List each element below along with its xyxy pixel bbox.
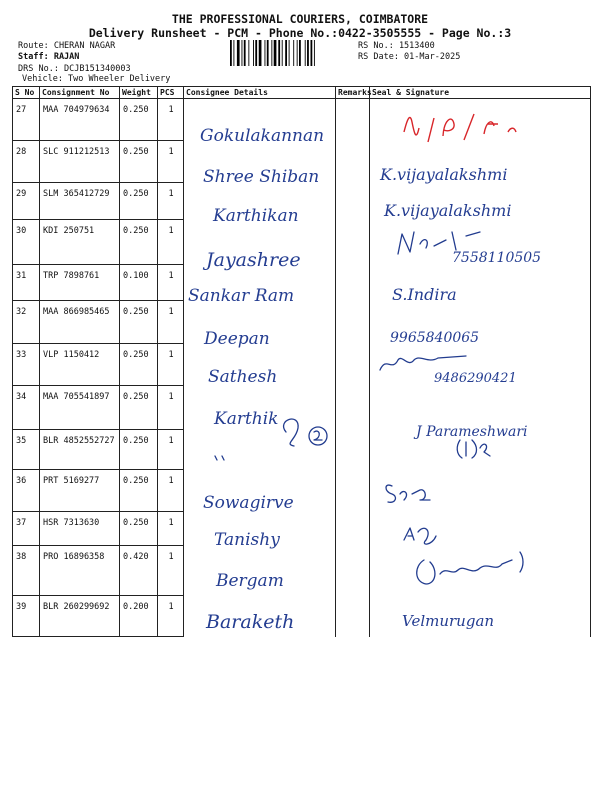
row-pcs: 1 bbox=[158, 141, 184, 183]
row-consignment: HSR 7313630 bbox=[40, 512, 120, 546]
signature-39: Velmurugan bbox=[402, 612, 495, 630]
signature-36-scrawl bbox=[386, 485, 430, 502]
consignee-hand-39: Baraketh bbox=[206, 611, 295, 633]
row-sno: 31 bbox=[13, 265, 40, 301]
signature-33-scrawl bbox=[380, 356, 466, 370]
row-weight: 0.420 bbox=[120, 546, 158, 596]
row-pcs: 1 bbox=[158, 99, 184, 141]
consignee-hand-32: Deepan bbox=[204, 329, 270, 349]
row-weight: 0.200 bbox=[120, 596, 158, 637]
signature-37-scrawl bbox=[404, 528, 436, 544]
row-pcs: 1 bbox=[158, 344, 184, 386]
company-title: THE PROFESSIONAL COURIERS, COIMBATORE bbox=[171, 12, 429, 26]
consignee-hand-29: Karthikan bbox=[213, 206, 299, 226]
col-pcs: PCS bbox=[158, 87, 184, 99]
row-pcs: 1 bbox=[158, 546, 184, 596]
row-pcs: 1 bbox=[158, 470, 184, 512]
row-pcs: 1 bbox=[158, 183, 184, 220]
row-consignment: BLR 260299692 bbox=[40, 596, 120, 637]
signature-30-phone: 7558110505 bbox=[452, 250, 542, 266]
row-sno: 38 bbox=[13, 546, 40, 596]
consignee-hand-27: Gokulakannan bbox=[200, 126, 325, 146]
row-consignment: VLP 1150412 bbox=[40, 344, 120, 386]
remark-np-mark bbox=[404, 114, 516, 142]
row-sno: 34 bbox=[13, 386, 40, 430]
consignee-hand-34: Karthik bbox=[214, 409, 279, 429]
runsheet-subtitle: Delivery Runsheet - PCM - Phone No.:0422-3505555 - Page No.:3 bbox=[88, 26, 512, 40]
row-pcs: 1 bbox=[158, 430, 184, 470]
row-consignment: KDI 250751 bbox=[40, 220, 120, 265]
row-consignment: BLR 4852552727 bbox=[40, 430, 120, 470]
row-weight: 0.250 bbox=[120, 220, 158, 265]
row-weight: 0.250 bbox=[120, 430, 158, 470]
row-weight: 0.250 bbox=[120, 99, 158, 141]
signature-28: K.vijayalakshmi bbox=[380, 165, 508, 184]
row-pcs: 1 bbox=[158, 512, 184, 546]
row-weight: 0.100 bbox=[120, 265, 158, 301]
col-consignment: Consignment No bbox=[40, 87, 120, 99]
row-pcs: 1 bbox=[158, 301, 184, 344]
row-weight: 0.250 bbox=[120, 470, 158, 512]
consignee-hand-38: Bergam bbox=[216, 571, 284, 591]
row-consignment: PRO 16896358 bbox=[40, 546, 120, 596]
row-weight: 0.250 bbox=[120, 386, 158, 430]
row-sno: 32 bbox=[13, 301, 40, 344]
rs-number: RS No.: 1513400 bbox=[358, 41, 435, 51]
consignee-hand-31: Sankar Ram bbox=[188, 286, 295, 306]
consignee-hand-28: Shree Shiban bbox=[203, 167, 320, 187]
staff-label: Staff: RAJAN bbox=[18, 52, 80, 62]
col-consignee: Consignee Details bbox=[184, 87, 336, 99]
row-consignment: SLM 365412729 bbox=[40, 183, 120, 220]
row-consignment: MAA 704979634 bbox=[40, 99, 120, 141]
vehicle-label: Vehicle: Two Wheeler Delivery bbox=[22, 74, 171, 84]
signature-31: S.Indira bbox=[392, 285, 457, 304]
row-consignment: SLC 911212513 bbox=[40, 141, 120, 183]
row-sno: 29 bbox=[13, 183, 40, 220]
row-sno: 27 bbox=[13, 99, 40, 141]
signature-32: 9965840065 bbox=[390, 330, 480, 346]
row-weight: 0.250 bbox=[120, 183, 158, 220]
row-consignment: TRP 7898761 bbox=[40, 265, 120, 301]
row-sno: 36 bbox=[13, 470, 40, 512]
col-weight: Weight bbox=[120, 87, 158, 99]
col-remarks: Remarks bbox=[336, 87, 370, 99]
row-sno: 30 bbox=[13, 220, 40, 265]
row-pcs: 1 bbox=[158, 596, 184, 637]
signature-33-phone: 9486290421 bbox=[434, 371, 517, 386]
row-sno: 28 bbox=[13, 141, 40, 183]
signature-35-date bbox=[457, 440, 490, 458]
consignee-hand-37: Tanishy bbox=[214, 530, 280, 550]
signature-29: K.vijayalakshmi bbox=[384, 201, 512, 220]
row-pcs: 1 bbox=[158, 386, 184, 430]
signature-35: J Parameshwari bbox=[416, 424, 528, 440]
rs-date: RS Date: 01-Mar-2025 bbox=[358, 52, 461, 62]
row-sno: 33 bbox=[13, 344, 40, 386]
row-pcs: 1 bbox=[158, 265, 184, 301]
signature-38-scrawl bbox=[417, 552, 523, 584]
row-consignment: PRT 5169277 bbox=[40, 470, 120, 512]
row-weight: 0.250 bbox=[120, 512, 158, 546]
drs-label: DRS No.: DCJB151340003 bbox=[18, 64, 131, 74]
col-sno: S No bbox=[13, 87, 40, 99]
row-pcs: 1 bbox=[158, 220, 184, 265]
consignee-hand-33: Sathesh bbox=[208, 367, 278, 387]
row-consignment: MAA 866985465 bbox=[40, 301, 120, 344]
consignee-hand-36: Sowagirve bbox=[203, 493, 294, 513]
row-weight: 0.250 bbox=[120, 301, 158, 344]
row-sno: 39 bbox=[13, 596, 40, 637]
row-sno: 35 bbox=[13, 430, 40, 470]
row-weight: 0.250 bbox=[120, 344, 158, 386]
col-signature: Seal & Signature bbox=[370, 87, 591, 99]
consignee-hand-30: Jayashree bbox=[206, 249, 301, 271]
row-weight: 0.250 bbox=[120, 141, 158, 183]
route-label: Route: CHERAN NAGAR bbox=[18, 41, 116, 51]
row-sno: 37 bbox=[13, 512, 40, 546]
row-consignment: MAA 705541897 bbox=[40, 386, 120, 430]
